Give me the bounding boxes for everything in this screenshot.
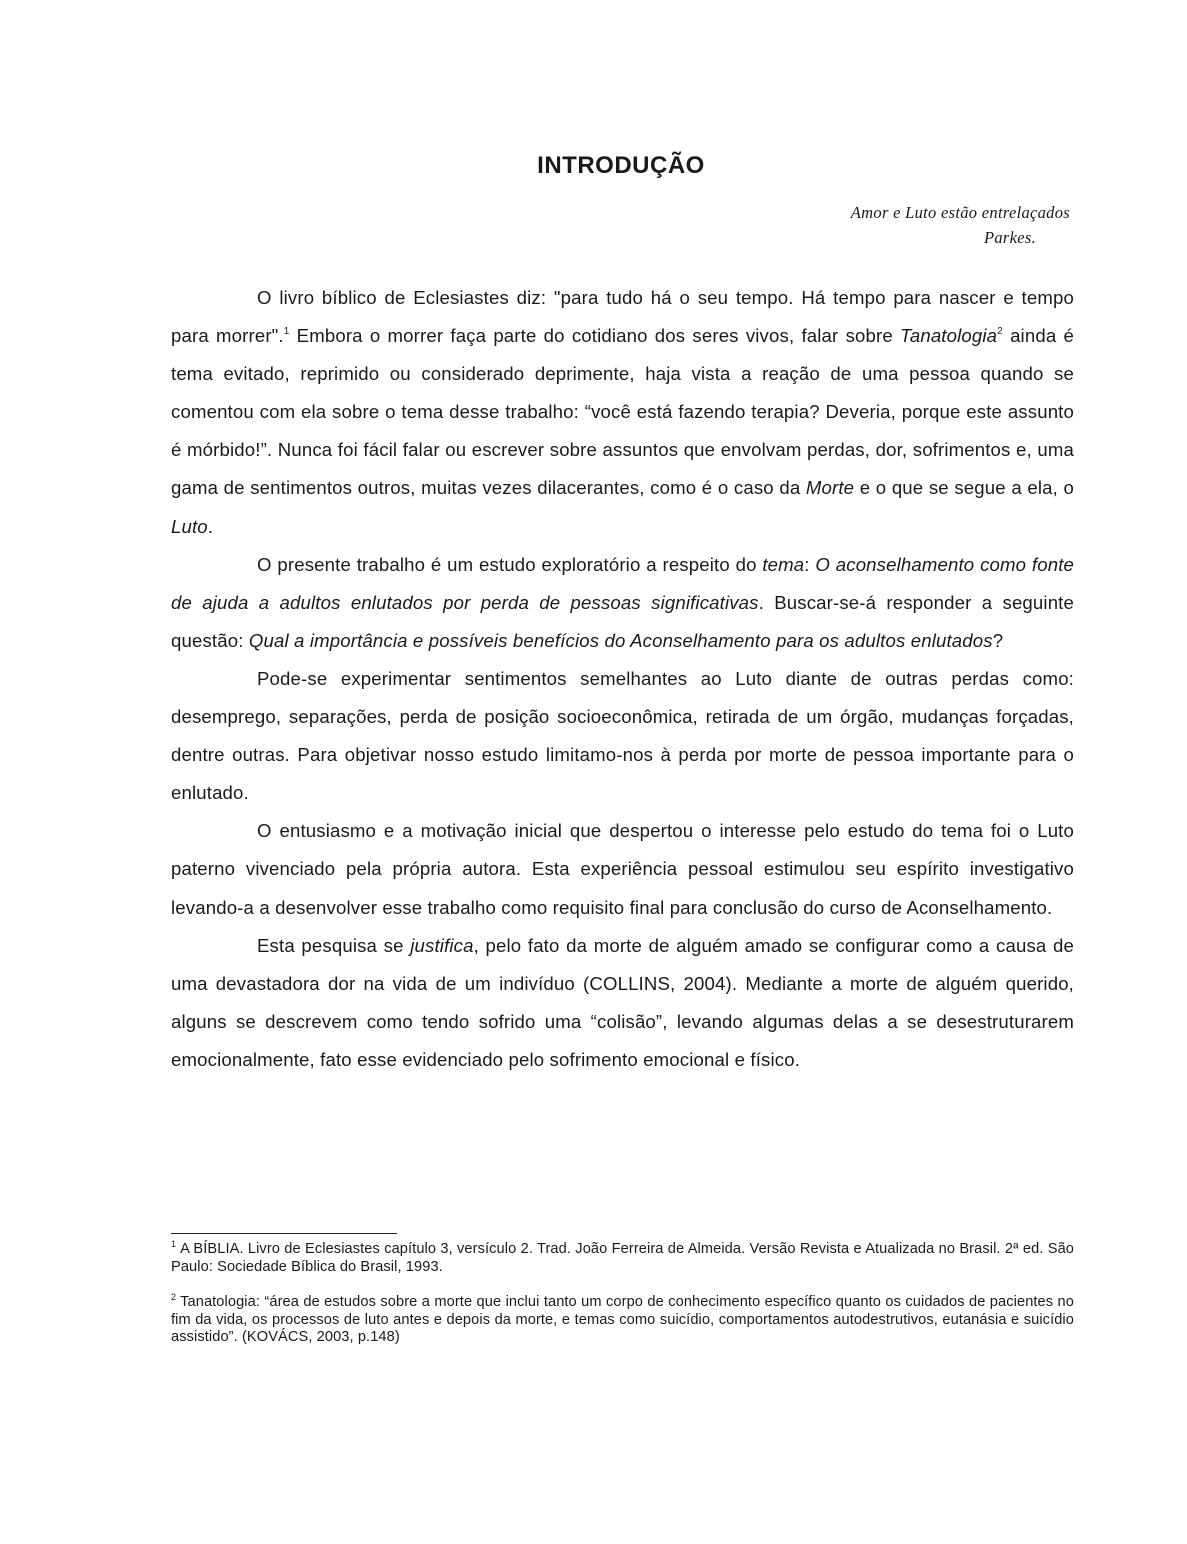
- research-theme: O aconselhamento como fonte de ajuda a adultos enlutados por perda de pessoas significativas: [171, 553, 1075, 613]
- paragraph-2-text: . Buscar-se-á responder a seguinte questão:: [171, 591, 1074, 651]
- footnote-mark: 2: [171, 1292, 177, 1303]
- body-text: [171, 279, 1074, 1079]
- term-justifica: justifica: [410, 934, 474, 956]
- paragraph-1-text: .: [207, 515, 214, 537]
- paragraph-1-text: ainda é tema evitado, reprimido ou considerado deprimente, haja vista a reação de uma pessoa quando se comentou com ela sobre o tema desse trabalho: “você está fazendo terapia? Deveria, porque este assunto é mórbido!”. Nunca foi fácil falar ou escrever sobre assuntos que envolvam perdas, dor, sofrimentos e, uma gama de sentimentos outros, muitas vezes dilacerantes, como é o caso da: [171, 325, 1075, 499]
- footnotes: [171, 1241, 1074, 1365]
- paragraph-4: O entusiasmo e a motivação inicial que despertou o interesse pelo estudo do tema foi o Luto paterno vivenciado pela própria autora. Esta experiência pessoal estimulou seu espírito investigativo levando-a a desenvolver esse trabalho como requisito final para conclusão do curso de Aconselhamento.: [171, 820, 1074, 918]
- paragraph-2-text: ?: [992, 629, 1004, 651]
- paragraph-2: [171, 546, 1074, 660]
- paragraph-1-text: Embora o morrer faça parte do cotidiano dos seres vivos, falar sobre: [289, 325, 901, 347]
- footnote-mark: 1: [171, 1239, 177, 1249]
- paragraph-1-text: O livro bíblico de Eclesiastes diz: "para tudo há o seu tempo. Há tempo para nascer e tempo para morrer".: [171, 287, 1074, 347]
- research-question: Qual a importância e possíveis benefícios do Aconselhamento para os adultos enlutados: [248, 629, 993, 651]
- paragraph-2-text: :: [804, 553, 816, 575]
- paragraph-1-text: e o que se segue a ela, o: [854, 477, 1074, 499]
- footnote-text: A BÍBLIA. Livro de Eclesiastes capítulo 3, versículo 2. Trad. João Ferreira de Almeida. Versão Revista e Atualizada no Brasil. 2ª ed. São Paulo: Sociedade Bíblica do Brasil, 1993.: [171, 1241, 1074, 1275]
- epigraph: [851, 200, 1070, 250]
- term-morte: Morte: [805, 477, 855, 499]
- paragraph-1: [171, 279, 1074, 546]
- footnote-text: Tanatologia: “área de estudos sobre a morte que inclui tanto um corpo de conhecimento específico quanto os cuidados de pacientes no fim da vida, os processos de luto antes e depois da morte, e temas como suicídio, comportamentos autodestrutivos, eutanásia e suicídio assistido”. (KOVÁCS, 2003, p.148): [171, 1294, 1074, 1346]
- epigraph-quote: Amor e Luto estão entrelaçados: [850, 203, 1070, 222]
- footnote-divider: [171, 1233, 397, 1234]
- page-title: INTRODUÇÃO: [537, 152, 705, 179]
- term-luto: Luto: [171, 515, 208, 537]
- epigraph-author: Parkes.: [983, 228, 1036, 247]
- paragraph-5-text: Esta pesquisa se: [257, 934, 411, 956]
- term-tema: tema: [762, 553, 805, 575]
- footnote-1: [171, 1241, 1074, 1276]
- footnote-ref-1[interactable]: 1: [283, 326, 290, 338]
- paragraph-2-text: O presente trabalho é um estudo exploratório a respeito do: [257, 553, 763, 575]
- paragraph-5: [171, 927, 1074, 1079]
- paragraph-3: Pode-se experimentar sentimentos semelhantes ao Luto diante de outras perdas como: desemprego, separações, perda de posição socioeconômica, retirada de um órgão, mudanças forçadas, dentre outras. Para objetivar nosso estudo limitamo-nos à perda por morte de pessoa importante para o enlutado.: [171, 667, 1074, 804]
- term-tanatologia: Tanatologia: [900, 325, 998, 347]
- paragraph-5-text: , pelo fato da morte de alguém amado se configurar como a causa de uma devastadora dor na vida de um indivíduo (COLLINS, 2004). Mediante a morte de alguém querido, alguns se descrevem como tendo sofrido uma “colisão”, levando algumas delas a se desestruturarem emocionalmente, fato esse evidenciado pelo sofrimento emocional e físico.: [171, 934, 1074, 1070]
- footnote-ref-2[interactable]: 2: [997, 326, 1003, 338]
- footnote-2: [171, 1294, 1074, 1347]
